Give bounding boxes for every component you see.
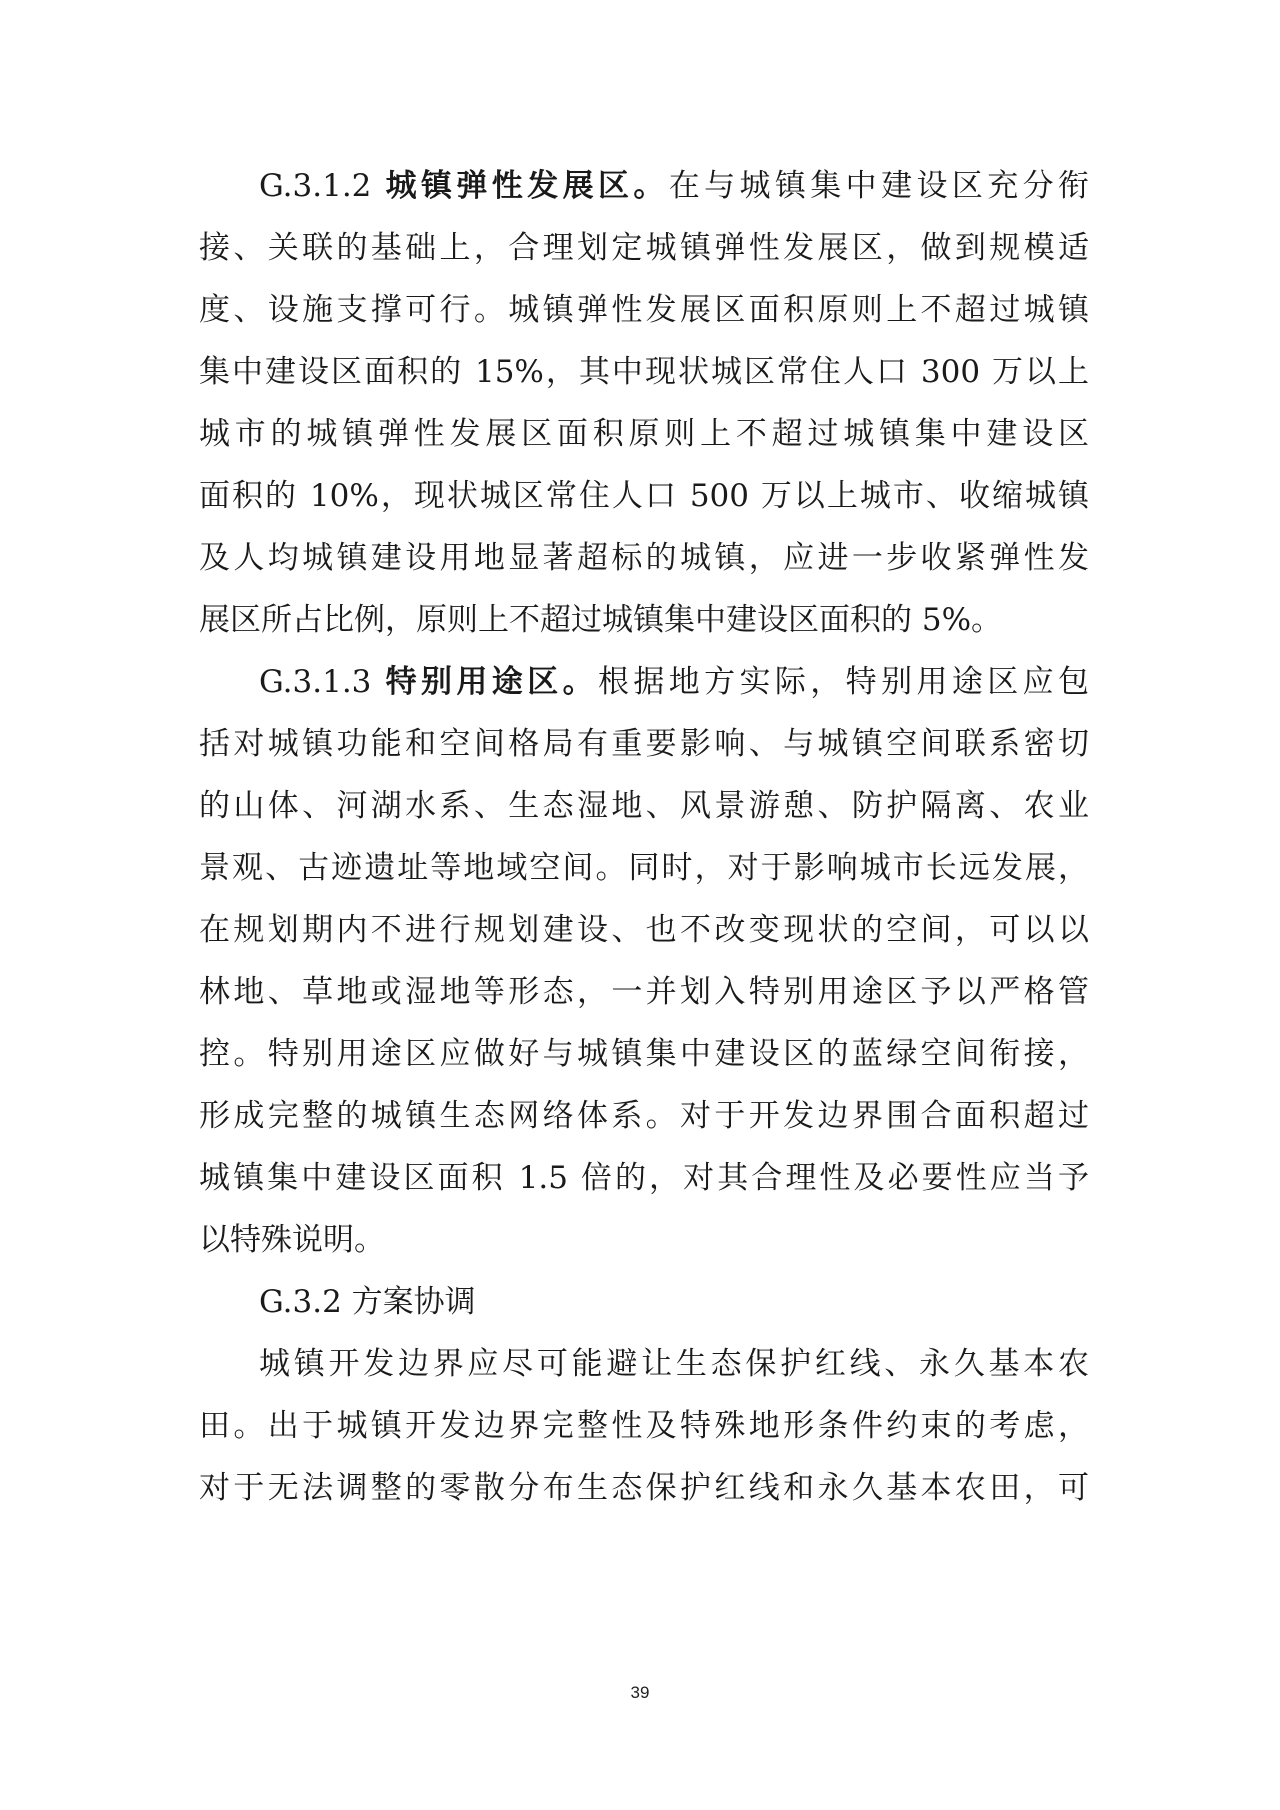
section-312-line-8: 展区所占比例，原则上不超过城镇集中建设区面积的 5%。 <box>199 602 1003 638</box>
para-32-line-2: 田。出于城镇开发边界完整性及特殊地形条件约束的考虑， <box>199 1408 1089 1444</box>
section-313-line-7: 控。特别用途区应做好与城镇集中建设区的蓝绿空间衔接， <box>199 1036 1089 1072</box>
section-313-line-4: 景观、古迹遗址等地域空间。同时，对于影响城市长远发展， <box>199 850 1089 886</box>
para-32-line-1: 城镇开发边界应尽可能避让生态保护红线、永久基本农 <box>259 1346 1089 1382</box>
section-312-line-2: 接、关联的基础上，合理划定城镇弹性发展区，做到规模适 <box>199 230 1089 266</box>
section-313-line-9: 城镇集中建设区面积 1.5 倍的，对其合理性及必要性应当予 <box>199 1160 1089 1196</box>
section-313-line-5: 在规划期内不进行规划建设、也不改变现状的空间，可以以 <box>199 912 1089 948</box>
section-312-line-5: 城市的城镇弹性发展区面积原则上不超过城镇集中建设区 <box>199 416 1089 452</box>
section-312-line-7: 及人均城镇建设用地显著超标的城镇，应进一步收紧弹性发 <box>199 540 1089 576</box>
section-313-title: 特别用途区。 <box>385 664 598 700</box>
section-312-number: G.3.1.2 <box>259 168 372 204</box>
section-312-text: 在与城镇集中建设区充分衔 <box>668 168 1090 204</box>
section-312-line-3: 度、设施支撑可行。城镇弹性发展区面积原则上不超过城镇 <box>199 292 1089 328</box>
section-312-title: 城镇弹性发展区。 <box>385 168 669 204</box>
section-313-line-8: 形成完整的城镇生态网络体系。对于开发边界围合面积超过 <box>199 1098 1089 1134</box>
section-312-line-6: 面积的 10%，现状城区常住人口 500 万以上城市、收缩城镇 <box>199 478 1089 514</box>
page-number: 39 <box>630 1683 650 1702</box>
section-313-number: G.3.1.3 <box>259 664 372 700</box>
para-32-line-3: 对于无法调整的零散分布生态保护红线和永久基本农田，可 <box>199 1470 1089 1506</box>
section-313-line-6: 林地、草地或湿地等形态，一并划入特别用途区予以严格管 <box>199 974 1089 1010</box>
section-312-line-4: 集中建设区面积的 15%，其中现状城区常住人口 300 万以上 <box>199 354 1089 390</box>
section-313-line-2: 括对城镇功能和空间格局有重要影响、与城镇空间联系密切 <box>199 726 1089 762</box>
section-313-line-3: 的山体、河湖水系、生态湿地、风景游憩、防护隔离、农业 <box>199 788 1089 824</box>
section-312-line-1 <box>259 166 1089 206</box>
section-313-text: 根据地方实际，特别用途区应包 <box>597 664 1090 700</box>
section-313-line-10: 以特殊说明。 <box>199 1222 385 1258</box>
section-313-line-1 <box>259 662 1089 702</box>
section-32-heading: G.3.2 方案协调 <box>259 1284 476 1320</box>
